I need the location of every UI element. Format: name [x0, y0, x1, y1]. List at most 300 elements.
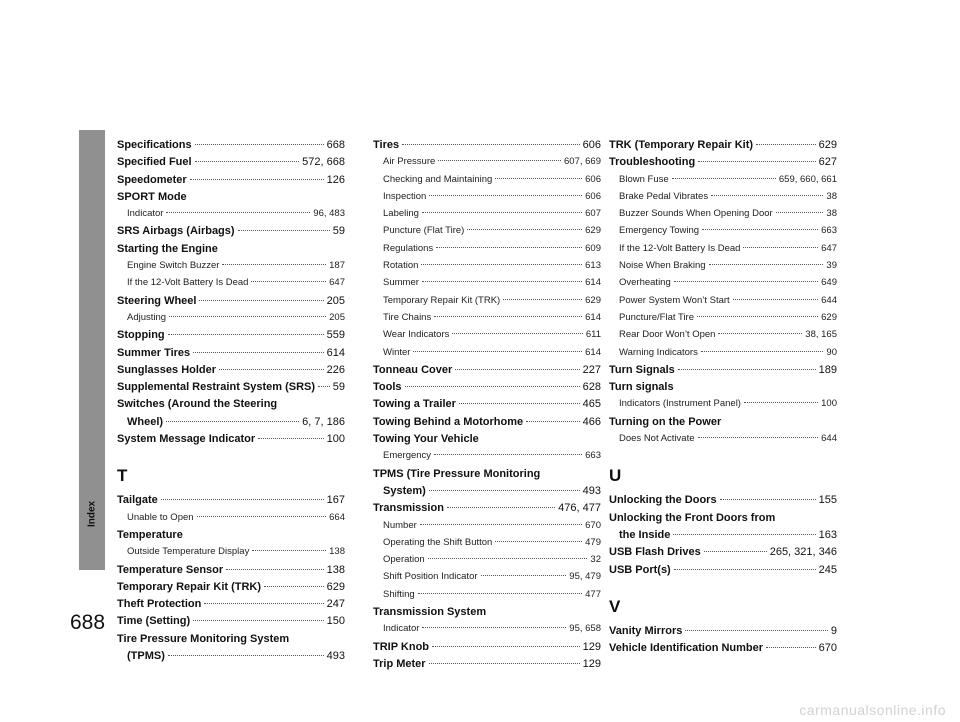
entry-term: Turning on the Power [609, 415, 722, 428]
entry-page-ref[interactable]: 664 [329, 511, 345, 523]
entry-term: Inspection [383, 190, 427, 202]
entry-term: Emergency Towing [619, 225, 700, 237]
index-subentry[interactable] [609, 295, 837, 312]
entry-term: System Message Indicator [117, 433, 256, 446]
entry-term: Indicator [383, 623, 420, 635]
index-letter-heading: T [117, 466, 128, 486]
dot-leader [711, 195, 823, 196]
index-entry[interactable] [373, 502, 601, 519]
entry-page-ref[interactable]: 607, 669 [564, 156, 601, 168]
entry-page-ref[interactable]: 629 [585, 294, 601, 306]
index-entry [117, 633, 345, 650]
dot-leader [698, 161, 815, 162]
index-entry[interactable] [117, 139, 345, 156]
entry-term: TRK (Temporary Repair Kit) [609, 139, 754, 151]
dot-leader [222, 264, 326, 265]
entry-term: Indicators (Instrument Panel) [619, 398, 741, 410]
entry-page-ref[interactable]: 670 [818, 642, 837, 655]
index-entry[interactable] [609, 546, 837, 563]
entry-term: Troubleshooting [609, 156, 696, 169]
entry-term: Regulations [383, 242, 434, 254]
dot-leader [672, 178, 776, 179]
dot-leader [495, 178, 582, 179]
entry-term: Tire Chains [383, 311, 432, 323]
index-subentry[interactable] [373, 174, 601, 191]
index-entry[interactable] [117, 416, 345, 433]
index-letter-heading: V [609, 596, 621, 616]
dot-leader [420, 524, 582, 525]
index-entry[interactable] [117, 156, 345, 173]
entry-term: Brake Pedal Vibrates [619, 190, 709, 202]
index-subentry[interactable] [373, 537, 601, 554]
entry-page-ref[interactable]: 647 [821, 242, 837, 254]
index-subentry[interactable] [609, 329, 837, 346]
entry-page-ref[interactable]: 627 [818, 156, 837, 169]
dot-leader [452, 333, 582, 334]
index-subentry[interactable] [117, 512, 345, 529]
entry-page-ref[interactable]: 59 [332, 381, 345, 394]
entry-page-ref[interactable]: 138 [326, 563, 345, 576]
dot-leader [195, 161, 300, 162]
index-subentry[interactable] [373, 589, 601, 606]
entry-term: Checking and Maintaining [383, 173, 493, 185]
entry-page-ref[interactable]: 129 [582, 640, 601, 653]
entry-term: Steering Wheel [117, 294, 197, 307]
entry-page-ref[interactable]: 163 [818, 528, 837, 541]
dot-leader [418, 593, 582, 594]
index-letter-heading: U [609, 466, 622, 486]
entry-page-ref[interactable]: 606 [585, 190, 601, 202]
dot-leader [436, 247, 582, 248]
dot-leader [429, 490, 580, 491]
entry-term: Rear Door Won’t Open [619, 329, 716, 341]
index-entry[interactable] [117, 581, 345, 598]
entry-page-ref[interactable]: 32 [590, 554, 601, 566]
entry-page-ref[interactable]: 479 [585, 536, 601, 548]
dot-leader [697, 316, 818, 317]
dot-leader [197, 516, 327, 517]
entry-page-ref[interactable]: 466 [582, 415, 601, 428]
dot-leader [169, 316, 326, 317]
index-entry [609, 416, 837, 433]
dot-leader [673, 534, 815, 535]
entry-term: System) [383, 484, 426, 497]
dot-leader [674, 281, 818, 282]
entry-page-ref[interactable]: 205 [329, 311, 345, 323]
index-entry[interactable] [117, 329, 345, 346]
dot-leader [422, 627, 566, 628]
entry-term: Trip Meter [373, 657, 426, 670]
entry-page-ref[interactable]: 245 [818, 563, 837, 576]
entry-page-ref[interactable]: 614 [585, 277, 601, 289]
dot-leader [776, 212, 824, 213]
entry-page-ref[interactable]: 205 [326, 294, 345, 307]
index-entry[interactable] [117, 433, 345, 450]
entry-page-ref[interactable]: 614 [585, 311, 601, 323]
entry-page-ref[interactable]: 100 [821, 398, 837, 410]
dot-leader [459, 403, 580, 404]
entry-term: Rotation [383, 260, 419, 272]
entry-page-ref[interactable]: 572, 668 [302, 156, 345, 169]
entry-term: Power System Won’t Start [619, 294, 730, 306]
entry-term: Theft Protection [117, 598, 202, 611]
entry-page-ref[interactable]: 663 [821, 225, 837, 237]
entry-page-ref[interactable]: 167 [326, 494, 345, 507]
entry-term: Adjusting [127, 311, 167, 323]
dot-leader [434, 454, 582, 455]
entry-page-ref[interactable]: 39 [826, 260, 837, 272]
index-subentry[interactable] [609, 347, 837, 364]
entry-page-ref[interactable]: 611 [585, 329, 601, 341]
index-subentry[interactable] [373, 347, 601, 364]
dot-leader [405, 386, 580, 387]
dot-leader [318, 386, 330, 387]
entry-term: Temporary Repair Kit (TRK) [117, 580, 262, 593]
index-entry[interactable] [117, 564, 345, 581]
dot-leader [709, 264, 824, 265]
dot-leader [447, 507, 555, 508]
dot-leader [422, 212, 582, 213]
entry-term: Tonneau Cover [373, 363, 453, 376]
index-entry [373, 468, 601, 485]
index-entry[interactable] [609, 494, 837, 511]
entry-term: (TPMS) [127, 650, 165, 663]
dot-leader [166, 212, 310, 213]
index-subentry[interactable] [373, 312, 601, 329]
index-entry [117, 243, 345, 260]
index-entry[interactable] [609, 564, 837, 581]
dot-leader [251, 281, 326, 282]
entry-page-ref[interactable]: 609 [585, 242, 601, 254]
entry-term: If the 12-Volt Battery Is Dead [619, 242, 741, 254]
entry-term: Tools [373, 381, 402, 394]
entry-page-ref[interactable]: 629 [818, 139, 837, 151]
dot-leader [199, 300, 323, 301]
entry-page-ref[interactable]: 265, 321, 346 [769, 546, 837, 559]
index-subentry[interactable] [373, 520, 601, 537]
index-entry[interactable] [117, 494, 345, 511]
entry-page-ref[interactable]: 38, 165 [805, 329, 837, 341]
entry-page-ref[interactable]: 614 [326, 346, 345, 359]
index-entry [373, 433, 601, 450]
entry-term: the Inside [619, 528, 671, 541]
entry-page-ref[interactable]: 9 [830, 624, 837, 637]
entry-term: Sunglasses Holder [117, 363, 217, 376]
index-entry[interactable] [609, 642, 837, 659]
entry-term: Blown Fuse [619, 173, 669, 185]
dot-leader [238, 230, 330, 231]
entry-term: USB Flash Drives [609, 546, 701, 559]
index-entry[interactable] [117, 347, 345, 364]
entry-term: Air Pressure [383, 156, 436, 168]
entry-page-ref[interactable]: 613 [585, 260, 601, 272]
entry-term: Operation [383, 554, 425, 566]
index-subentry[interactable] [373, 243, 601, 260]
section-tab-label: Index [86, 500, 98, 528]
dot-leader [495, 541, 582, 542]
entry-page-ref[interactable]: 155 [818, 494, 837, 507]
entry-page-ref[interactable]: 247 [326, 598, 345, 611]
index-entry[interactable] [373, 381, 601, 398]
entry-page-ref[interactable]: 644 [821, 294, 837, 306]
entry-page-ref[interactable]: 668 [326, 139, 345, 151]
entry-term: Does Not Activate [619, 433, 695, 445]
index-subentry[interactable] [373, 623, 601, 640]
entry-term: Tire Pressure Monitoring System [117, 632, 290, 645]
entry-page-ref[interactable]: 606 [585, 173, 601, 185]
index-subentry[interactable] [373, 295, 601, 312]
dot-leader [166, 421, 299, 422]
index-entry [117, 529, 345, 546]
index-entry[interactable] [609, 364, 837, 381]
index-subentry[interactable] [117, 277, 345, 294]
index-subentry[interactable] [373, 191, 601, 208]
dot-leader [455, 369, 579, 370]
index-entry[interactable] [373, 485, 601, 502]
index-subentry[interactable] [373, 329, 601, 346]
index-entry[interactable] [117, 225, 345, 242]
index-entry[interactable] [373, 416, 601, 433]
index-subentry[interactable] [373, 208, 601, 225]
entry-term: Transmission [373, 502, 444, 515]
entry-term: Warning Indicators [619, 346, 698, 358]
entry-term: Labeling [383, 208, 419, 220]
entry-page-ref[interactable]: 95, 479 [569, 571, 601, 583]
dot-leader [733, 299, 818, 300]
entry-term: Vehicle Identification Number [609, 642, 764, 655]
dot-leader [226, 569, 323, 570]
dot-leader [421, 264, 582, 265]
index-subentry[interactable] [373, 156, 601, 173]
entry-page-ref[interactable]: 187 [329, 260, 345, 272]
entry-page-ref[interactable]: 150 [326, 615, 345, 628]
index-subentry[interactable] [373, 225, 601, 242]
entry-page-ref[interactable]: 629 [821, 311, 837, 323]
entry-page-ref[interactable]: 138 [329, 546, 345, 558]
index-subentry[interactable] [373, 571, 601, 588]
index-entry [117, 398, 345, 415]
dot-leader [193, 352, 323, 353]
index-subentry[interactable] [609, 208, 837, 225]
entry-page-ref[interactable]: 90 [826, 346, 837, 358]
index-entry[interactable] [117, 381, 345, 398]
dot-leader [756, 144, 816, 145]
dot-leader [413, 351, 582, 352]
entry-page-ref[interactable]: 6, 7, 186 [302, 415, 345, 428]
dot-leader [168, 655, 324, 656]
entry-term: If the 12-Volt Battery Is Dead [127, 277, 249, 289]
entry-term: USB Port(s) [609, 563, 671, 576]
dot-leader [702, 229, 818, 230]
entry-term: Outside Temperature Display [127, 546, 250, 558]
entry-term: Transmission System [373, 606, 487, 619]
index-entry[interactable] [117, 598, 345, 615]
dot-leader [161, 499, 324, 500]
page-number: 688 [70, 611, 106, 634]
dot-leader [704, 551, 767, 552]
entry-page-ref[interactable]: 493 [326, 650, 345, 663]
index-entry [609, 512, 837, 529]
dot-leader [219, 369, 324, 370]
dot-leader [674, 569, 816, 570]
index-subentry[interactable] [609, 398, 837, 415]
entry-page-ref[interactable]: 628 [582, 381, 601, 394]
index-entry[interactable] [373, 641, 601, 658]
entry-term: TPMS (Tire Pressure Monitoring [373, 467, 541, 480]
entry-term: Shifting [383, 588, 415, 600]
index-column-3 [609, 139, 837, 659]
index-entry [117, 191, 345, 208]
entry-term: Towing a Trailer [373, 398, 456, 411]
entry-page-ref[interactable]: 59 [332, 225, 345, 238]
dot-leader [438, 160, 561, 161]
entry-page-ref[interactable]: 226 [326, 363, 345, 376]
index-entry[interactable] [609, 156, 837, 173]
entry-term: Summer Tires [117, 346, 191, 359]
index-entry[interactable] [609, 139, 837, 156]
index-entry[interactable] [373, 364, 601, 381]
entry-term: Tires [373, 139, 400, 151]
index-subentry[interactable] [609, 433, 837, 450]
dot-leader [718, 333, 802, 334]
dot-leader [526, 421, 580, 422]
entry-term: Specified Fuel [117, 156, 192, 169]
index-subentry[interactable] [373, 260, 601, 277]
index-subentry[interactable] [609, 225, 837, 242]
entry-term: Vanity Mirrors [609, 624, 683, 637]
index-entry[interactable] [609, 625, 837, 642]
index-entry[interactable] [117, 364, 345, 381]
index-entry[interactable] [117, 615, 345, 632]
dot-leader [168, 334, 324, 335]
dot-leader [432, 646, 580, 647]
dot-leader [429, 663, 580, 664]
entry-term: Supplemental Restraint System (SRS) [117, 381, 316, 394]
index-entry [609, 381, 837, 398]
index-entry[interactable] [373, 398, 601, 415]
index-subentry[interactable] [609, 277, 837, 294]
entry-term: Turn Signals [609, 363, 675, 376]
entry-term: Temporary Repair Kit (TRK) [383, 294, 501, 306]
entry-term: Turn signals [609, 381, 674, 394]
entry-page-ref[interactable]: 38 [826, 208, 837, 220]
entry-term: Starting the Engine [117, 242, 218, 255]
entry-page-ref[interactable]: 476, 477 [558, 502, 601, 515]
entry-term: TRIP Knob [373, 640, 430, 653]
entry-page-ref[interactable]: 227 [582, 363, 601, 376]
dot-leader [193, 620, 324, 621]
dot-leader [429, 195, 582, 196]
entry-page-ref[interactable]: 629 [585, 225, 601, 237]
dot-leader [720, 499, 816, 500]
index-subentry[interactable] [609, 312, 837, 329]
dot-leader [252, 550, 326, 551]
entry-page-ref[interactable]: 614 [585, 346, 601, 358]
index-subentry[interactable] [373, 554, 601, 571]
entry-page-ref[interactable]: 649 [821, 277, 837, 289]
dot-leader [766, 647, 816, 648]
watermark-logo: carmanualsonline.info [799, 702, 946, 718]
entry-term: Towing Your Vehicle [373, 433, 479, 446]
entry-term: Wheel) [127, 415, 164, 428]
entry-page-ref[interactable]: 100 [326, 433, 345, 446]
entry-page-ref[interactable]: 129 [582, 657, 601, 670]
index-subentry[interactable] [117, 312, 345, 329]
entry-term: Number [383, 519, 417, 531]
entry-page-ref[interactable]: 477 [585, 588, 601, 600]
index-subentry[interactable] [609, 191, 837, 208]
entry-term: Operating the Shift Button [383, 536, 493, 548]
entry-page-ref[interactable]: 126 [326, 173, 345, 186]
entry-page-ref[interactable]: 606 [582, 139, 601, 151]
dot-leader [698, 437, 819, 438]
entry-page-ref[interactable]: 607 [585, 208, 601, 220]
entry-page-ref[interactable]: 670 [585, 519, 601, 531]
dot-leader [467, 229, 582, 230]
dot-leader [434, 316, 582, 317]
index-subentry[interactable] [373, 277, 601, 294]
entry-page-ref[interactable]: 663 [585, 450, 601, 462]
index-entry[interactable] [609, 529, 837, 546]
entry-term: Winter [383, 346, 411, 358]
entry-term: Engine Switch Buzzer [127, 260, 220, 272]
index-entry[interactable] [373, 658, 601, 675]
entry-page-ref[interactable]: 95, 658 [569, 623, 601, 635]
entry-page-ref[interactable]: 493 [582, 484, 601, 497]
entry-term: Stopping [117, 329, 165, 342]
entry-page-ref[interactable]: 559 [326, 329, 345, 342]
index-subentry[interactable] [117, 208, 345, 225]
entry-page-ref[interactable]: 644 [821, 433, 837, 445]
entry-term: SRS Airbags (Airbags) [117, 225, 235, 238]
entry-term: Specifications [117, 139, 192, 151]
entry-term: Unable to Open [127, 511, 194, 523]
entry-term: SPORT Mode [117, 190, 187, 203]
entry-term: Towing Behind a Motorhome [373, 415, 524, 428]
entry-page-ref[interactable]: 465 [582, 398, 601, 411]
index-entry[interactable] [117, 174, 345, 191]
entry-page-ref[interactable]: 659, 660, 661 [778, 173, 837, 185]
index-entry[interactable] [117, 650, 345, 667]
dot-leader [503, 299, 582, 300]
entry-page-ref[interactable]: 189 [818, 363, 837, 376]
entry-term: Switches (Around the Steering [117, 398, 278, 411]
entry-page-ref[interactable]: 96, 483 [313, 208, 345, 220]
entry-term: Speedometer [117, 173, 187, 186]
index-subentry[interactable] [117, 260, 345, 277]
entry-term: Wear Indicators [383, 329, 450, 341]
index-entry[interactable] [373, 139, 601, 156]
dot-leader [195, 144, 324, 145]
entry-page-ref[interactable]: 38 [826, 190, 837, 202]
index-subentry[interactable] [609, 243, 837, 260]
entry-term: Puncture/Flat Tire [619, 311, 694, 323]
entry-term: Shift Position Indicator [383, 571, 478, 583]
dot-leader [701, 351, 824, 352]
index-subentry[interactable] [609, 174, 837, 191]
index-subentry[interactable] [373, 450, 601, 467]
index-subentry[interactable] [117, 546, 345, 563]
dot-leader [743, 247, 818, 248]
index-entry [373, 606, 601, 623]
index-entry[interactable] [117, 295, 345, 312]
entry-page-ref[interactable]: 647 [329, 277, 345, 289]
entry-term: Temperature [117, 528, 183, 541]
index-column-2 [373, 139, 601, 675]
entry-page-ref[interactable]: 629 [326, 580, 345, 593]
entry-term: Indicator [127, 208, 164, 220]
index-subentry[interactable] [609, 260, 837, 277]
